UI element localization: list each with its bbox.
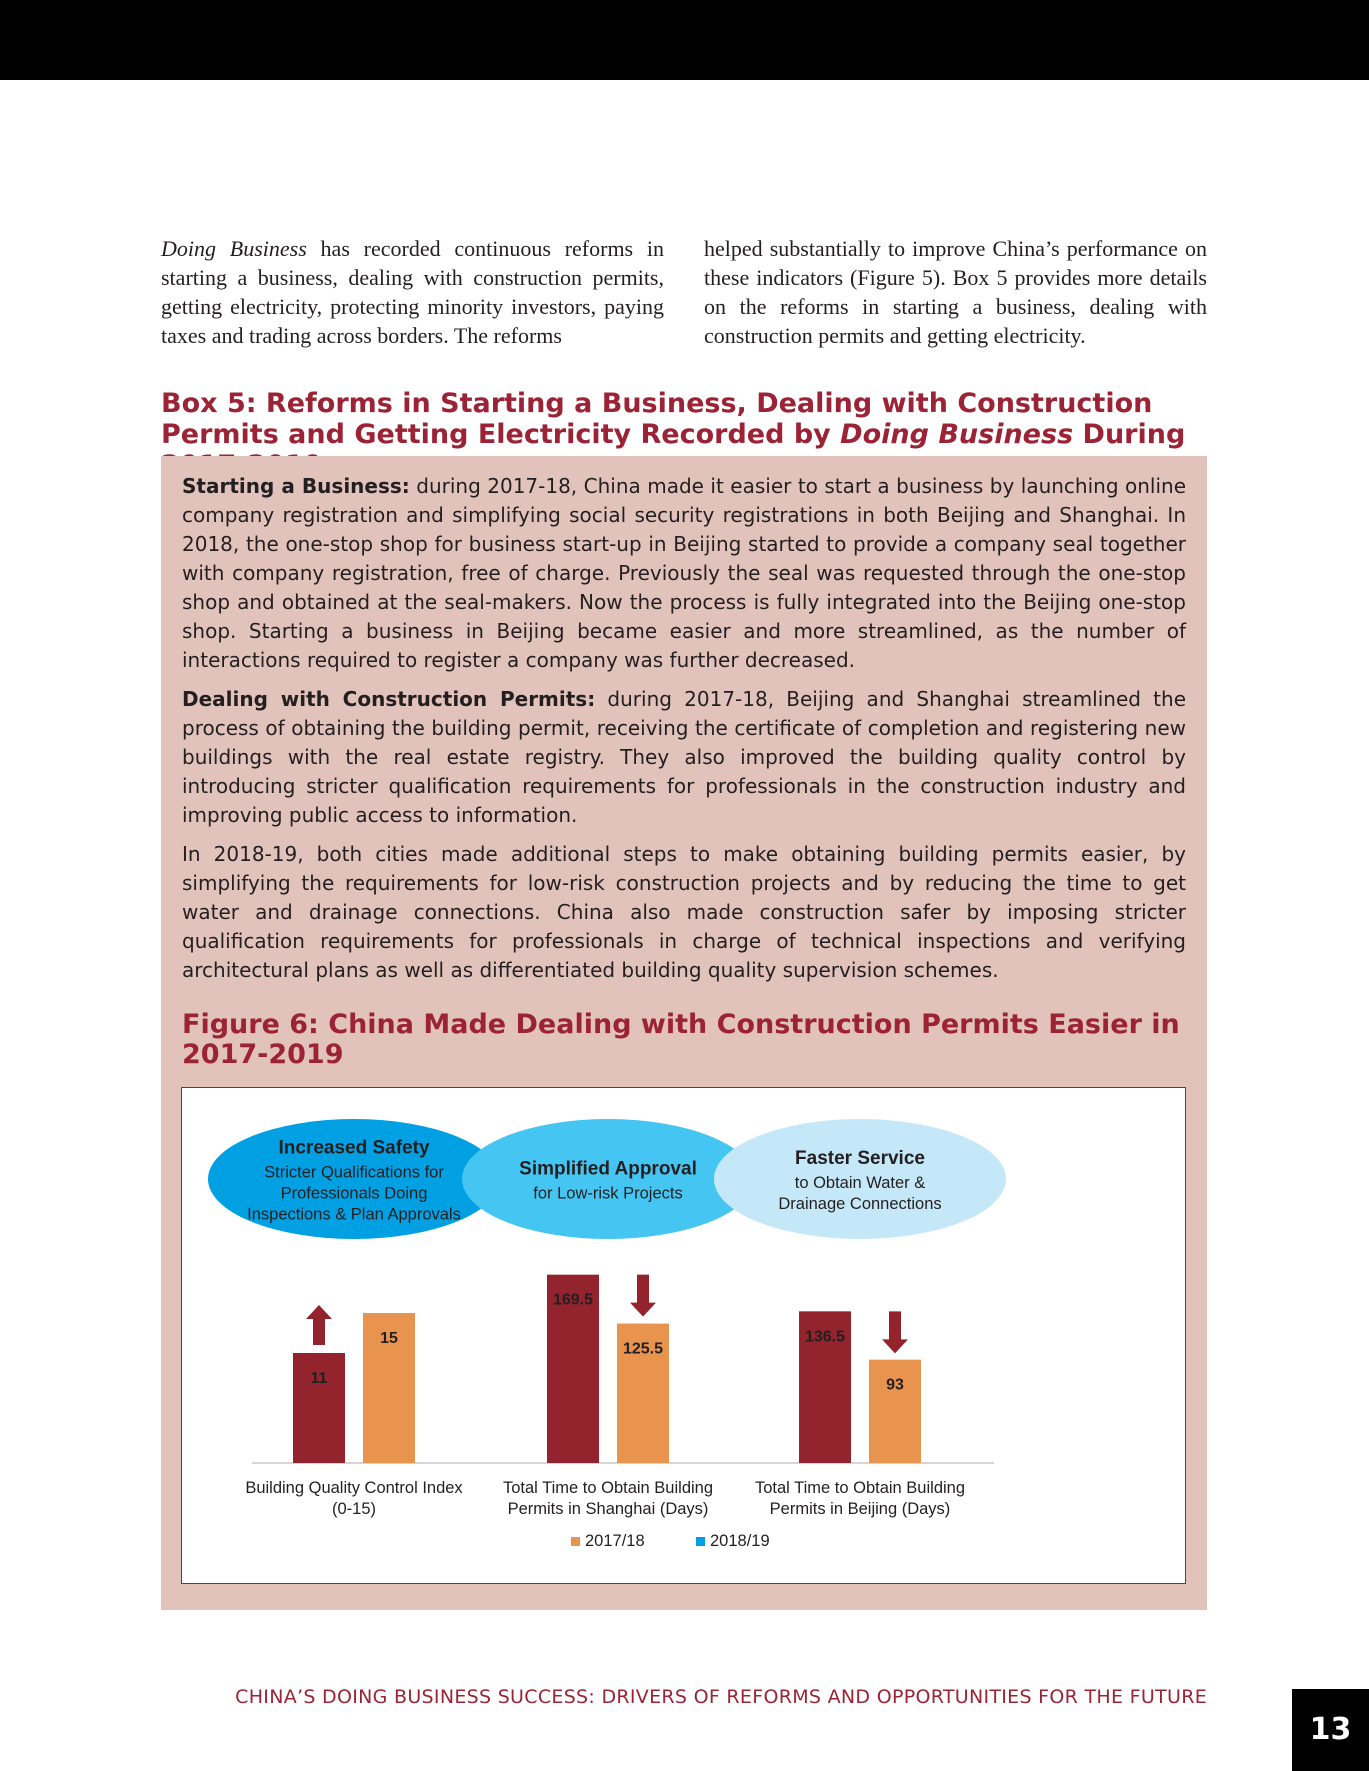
category-label-line: Permits in Shanghai (Days) — [507, 1500, 709, 1518]
top-black-bar — [0, 0, 1369, 80]
intro-left-text: has recorded continuous reforms in starting a business, dealing with construction permits, getting electricity, protecting minority investors, paying taxes and trading across borders. The reforms — [161, 236, 665, 348]
category-label-line: Permits in Beijing (Days) — [769, 1500, 951, 1518]
footer-running-title: CHINA’S DOING BUSINESS SUCCESS: DRIVERS OF REFORMS AND OPPORTUNITIES FOR THE FUTURE — [235, 1686, 1207, 1708]
category-label-line: (0-15) — [331, 1500, 377, 1518]
category-label-line: Building Quality Control Index — [245, 1479, 463, 1497]
bubble-subtitle-line: for Low-risk Projects — [533, 1184, 683, 1203]
box-title-part2: During — [1082, 419, 1186, 450]
legend-label: 2018/19 — [710, 1532, 770, 1550]
bubble-subtitle-line: Stricter Qualifications for — [264, 1163, 444, 1182]
bar-value-label: 15 — [380, 1330, 398, 1347]
box-title-italic: Doing Business — [840, 419, 1074, 450]
box-title-part1: Box 5: Reforms in Starting a Business, Dealing with Construction Permits and Getting Electricity Recorded by — [161, 388, 1153, 450]
bubble-title: Increased Safety — [278, 1137, 430, 1159]
box-paragraph-2018-19: In 2018-19, both cities made additional steps to make obtaining building permits easier, by simplifying the requirements for low-risk construction projects and by reducing the time to get water and drainage connections. China also made construction safer by imposing stricter qualification requirements for professionals in charge of technical inspections and verifying architectural plans as well as differentiated building quality supervision schemes. — [182, 842, 1186, 982]
bar-3-2018-19 — [869, 1360, 921, 1463]
chart-svg — [182, 1088, 1187, 1585]
box-paragraph-label: Dealing with Construction Permits: — [182, 687, 596, 711]
bar-value-label: 11 — [310, 1370, 328, 1387]
bar-value-label: 169.5 — [552, 1291, 594, 1309]
bubble-subtitle-line: to Obtain Water & — [794, 1174, 926, 1192]
intro-column-left — [161, 234, 664, 350]
bubble-subtitle-line: Inspections & Plan Approvals — [247, 1205, 461, 1224]
box-paragraph-text: during 2017-18, China made it easier to start a business by launching online company registration and simplifying social security registrations in both Beijing and Shanghai. In 2018, the one-stop shop for business start-up in Beijing started to provide a company seal together with company registration, free of charge. Previously the seal was requested through the one-stop shop and obtained at the seal-makers. Now the process is fully integrated into the Beijing one-stop shop. Starting a business in Beijing became easier and more streamlined, as the number of interactions required to register a company was further decreased. — [182, 474, 1186, 672]
category-label-line: Total Time to Obtain Building — [754, 1479, 966, 1497]
legend-label: 2017/18 — [585, 1532, 645, 1550]
chart-frame — [181, 1087, 1186, 1584]
box-paragraph-starting-business — [182, 472, 1186, 675]
intro-column-right: helped substantially to improve China’s performance on these indicators (Figure 5). Box 5 provides more details on the reforms in starting a business, dealing with construction permits and getting electricity. — [704, 236, 1207, 348]
bar-value-label: 93 — [886, 1376, 904, 1394]
bubble-title: Simplified Approval — [519, 1158, 697, 1180]
bubble-subtitle-line: Professionals Doing — [280, 1184, 428, 1203]
decrease-arrow-icon — [882, 1311, 908, 1353]
legend-swatch — [696, 1537, 705, 1546]
legend-swatch — [571, 1537, 580, 1546]
bubble-title: Faster Service — [795, 1148, 925, 1169]
bubble-subtitle-line: Drainage Connections — [778, 1195, 942, 1213]
intro-italic-title: Doing Business — [161, 236, 307, 261]
increase-arrow-icon — [306, 1305, 332, 1345]
category-label-line: Total Time to Obtain Building — [502, 1479, 714, 1497]
box-paragraph-label: Starting a Business: — [182, 474, 410, 498]
bar-value-label: 136.5 — [804, 1328, 846, 1346]
box-paragraph-construction-permits — [182, 685, 1186, 830]
box-paragraph-text: during 2017-18, Beijing and Shanghai streamlined the process of obtaining the building permit, receiving the certificate of completion and registering new buildings with the real estate registry. They also improved the building quality control by introducing stricter qualification requirements for professionals in the construction industry and improving public access to information. — [182, 687, 1186, 827]
page-number: 13 — [1292, 1689, 1369, 1771]
decrease-arrow-icon — [630, 1275, 656, 1317]
figure-title: Figure 6: China Made Dealing with Construction Permits Easier in 2017-2019 — [182, 1009, 1180, 1070]
bar-value-label: 125.5 — [622, 1340, 664, 1358]
